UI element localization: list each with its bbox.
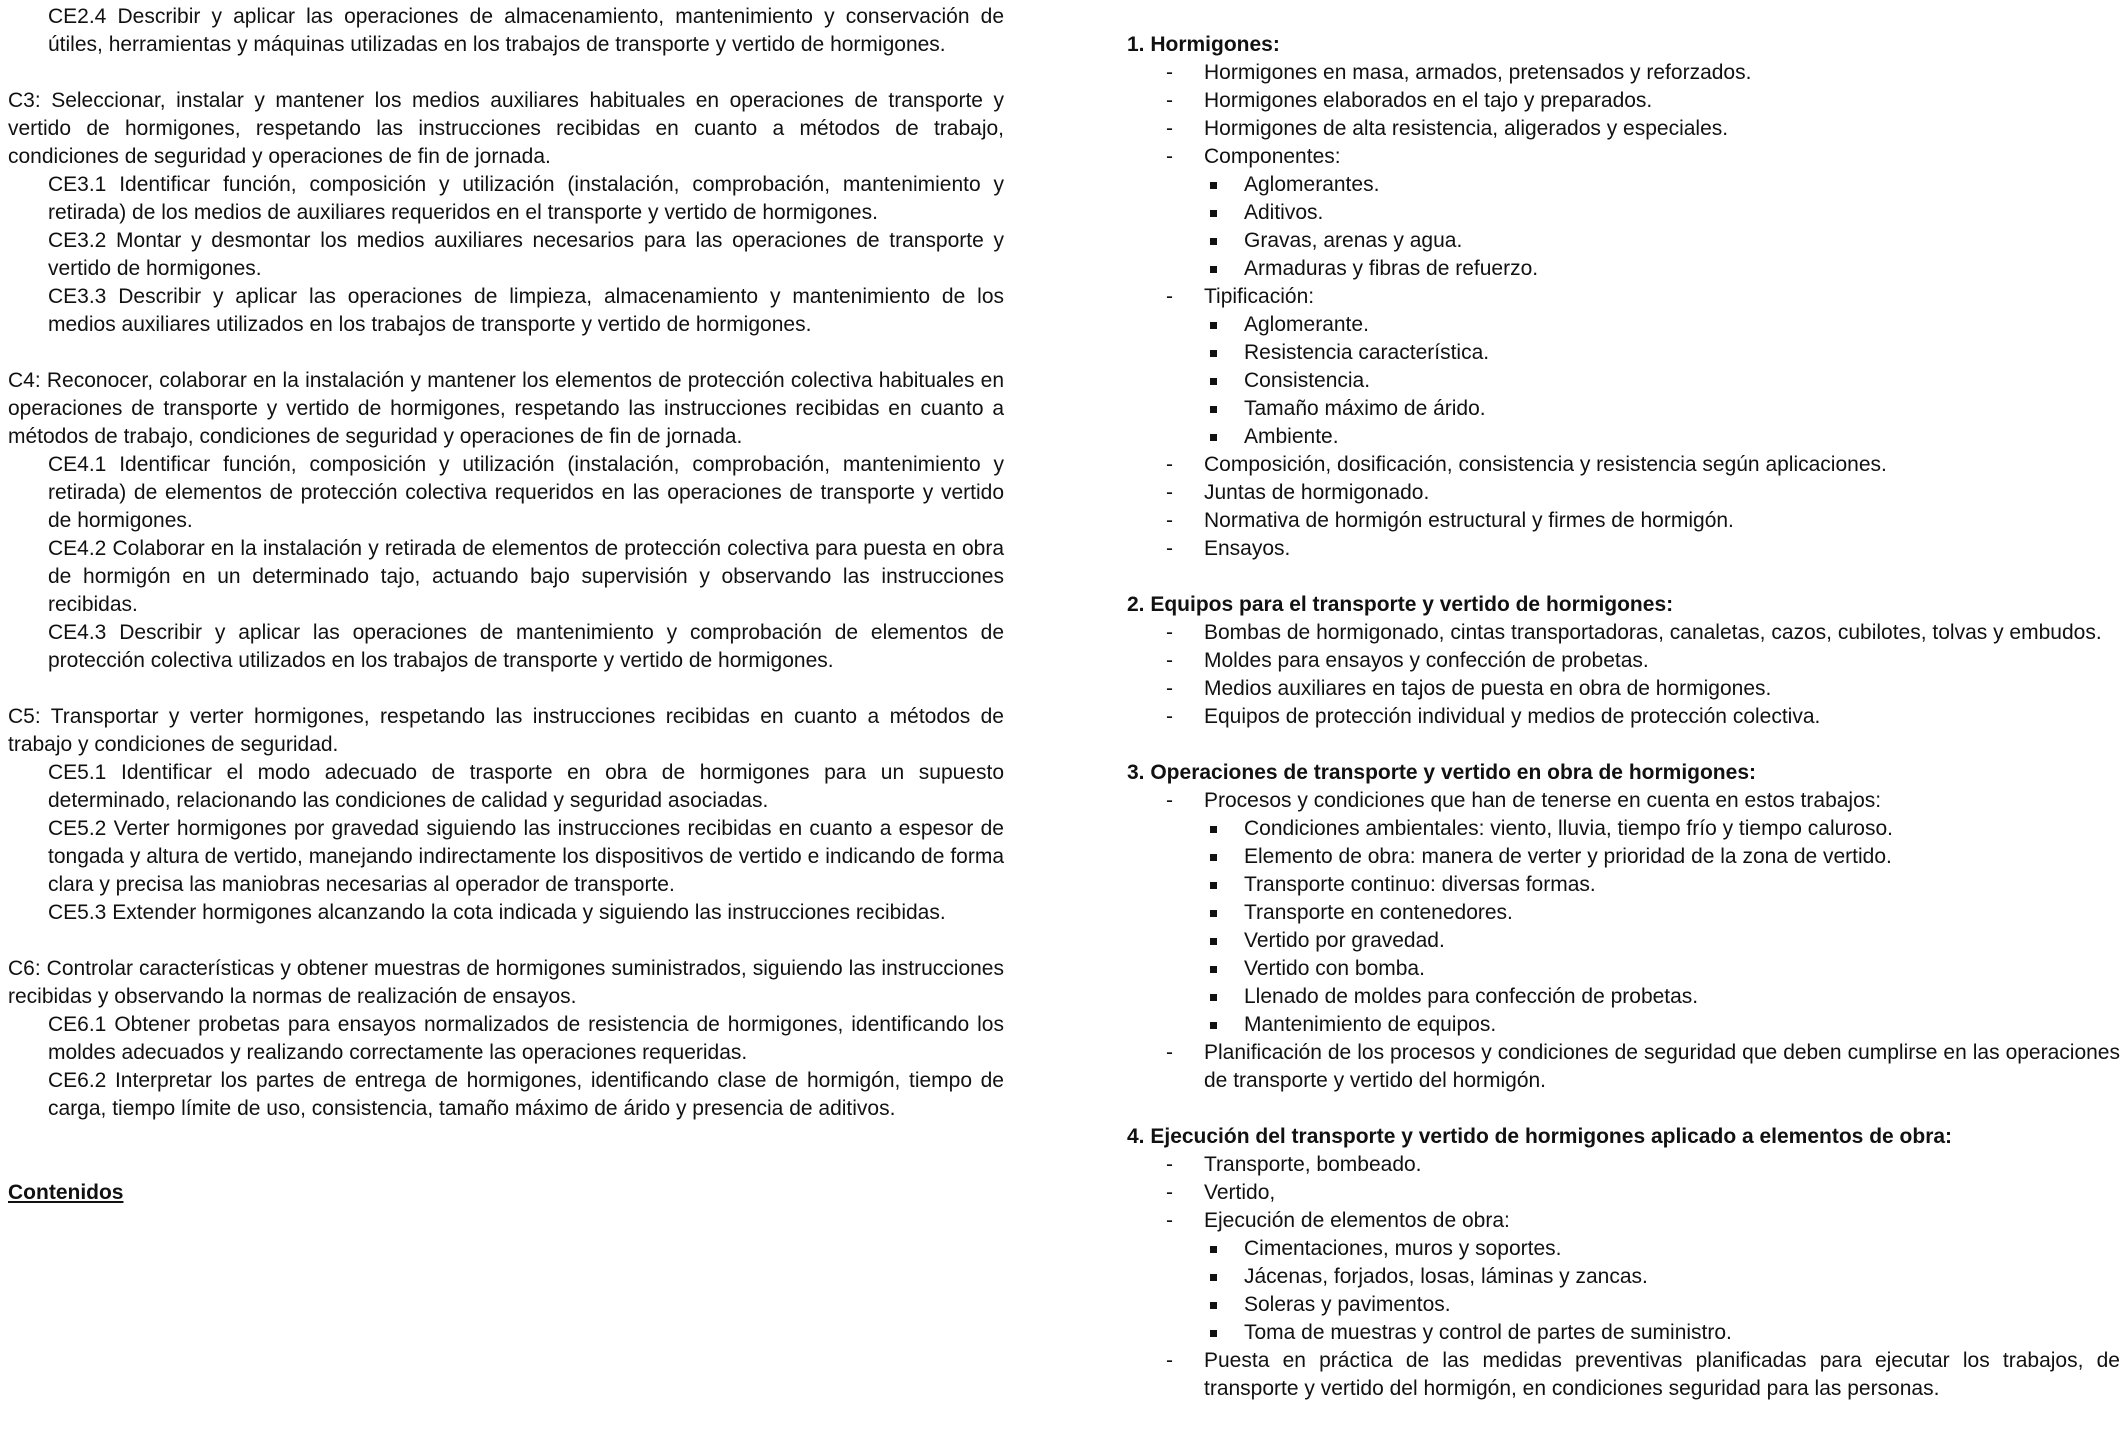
criterion-c5: C5: Transportar y verter hormigones, respetando las instrucciones recibidas en cuanto a métodos de trabajo y condiciones de seguridad.: [8, 705, 1004, 756]
criterion-c3: C3: Seleccionar, instalar y mantener los medios auxiliares habituales en operaciones de transporte y vertido de hormigones, respetando las instrucciones recibidas en cuanto a métodos de trabajo, condiciones de seguridad y operaciones de fin de jornada.: [8, 89, 1004, 168]
section-4-title: 4. Ejecución del transporte y vertido de hormigones aplicado a elementos de obra:: [1127, 1125, 1953, 1148]
sub-list-item: Llenado de moldes para confección de probetas.: [1204, 983, 2120, 1011]
list-item: - Procesos y condiciones que han de tenerse en cuenta en estos trabajos: Condiciones ambientales: viento, lluvia, tiempo frío y tiempo caluroso. Elemento de obra: manera de verter y prioridad de la zona de vertido. Transporte continuo: diversas formas. Transporte en contenedores. Vertido por gravedad. Vertido con bomba. Llenado de moldes para confección de probetas. Mantenimiento de equipos.: [1127, 787, 2120, 1039]
sub-list-item: Aglomerantes.: [1204, 171, 2120, 199]
section-2-title: 2. Equipos para el transporte y vertido de hormigones:: [1127, 593, 1674, 616]
criterion-ce6-1: CE6.1 Obtener probetas para ensayos normalizados de resistencia de hormigones, identificando los moldes adecuados y realizando correctamente las operaciones requeridas.: [48, 1013, 1004, 1064]
list-item: - Equipos de protección individual y medios de protección colectiva.: [1127, 703, 2120, 731]
right-column: [1127, 3, 2120, 1403]
sub-list-item: Gravas, arenas y agua.: [1204, 227, 2120, 255]
section-2-list: [1127, 619, 2120, 731]
criterion-ce2-4: CE2.4 Describir y aplicar las operaciones de almacenamiento, mantenimiento y conservación de útiles, herramientas y máquinas utilizadas en los trabajos de transporte y vertido de hormigones.: [48, 5, 1004, 56]
sub-list: [1204, 1235, 2120, 1347]
sub-list-item: Aditivos.: [1204, 199, 2120, 227]
list-item: - Planificación de los procesos y condiciones de seguridad que deben cumplirse en las operaciones de transporte y vertido del hormigón.: [1127, 1039, 2120, 1095]
criterion-ce3-3: CE3.3 Describir y aplicar las operaciones de limpieza, almacenamiento y mantenimiento de los medios auxiliares utilizados en los trabajos de transporte y vertido de hormigones.: [48, 285, 1004, 336]
criterion-ce6-2: CE6.2 Interpretar los partes de entrega de hormigones, identificando clase de hormigón, tiempo de carga, tiempo límite de uso, consistencia, tamaño máximo de árido y presencia de aditivos.: [48, 1069, 1004, 1120]
criterion-ce3-1: CE3.1 Identificar función, composición y utilización (instalación, comprobación, mantenimiento y retirada) de los medios de auxiliares requeridos en el transporte y vertido de hormigones.: [48, 173, 1004, 224]
sub-list-item: Mantenimiento de equipos.: [1204, 1011, 2120, 1039]
sub-list: [1204, 815, 2120, 1039]
list-item: - Tipificación: Aglomerante. Resistencia característica. Consistencia. Tamaño máximo de árido. Ambiente.: [1127, 283, 2120, 451]
sub-list-item: Vertido por gravedad.: [1204, 927, 2120, 955]
sub-list-item: Jácenas, forjados, losas, láminas y zancas.: [1204, 1263, 2120, 1291]
list-item: - Componentes: Aglomerantes. Aditivos. Gravas, arenas y agua. Armaduras y fibras de refuerzo.: [1127, 143, 2120, 283]
list-item: - Hormigones en masa, armados, pretensados y reforzados.: [1127, 59, 2120, 87]
sub-list-item: Cimentaciones, muros y soportes.: [1204, 1235, 2120, 1263]
criterion-ce3-2: CE3.2 Montar y desmontar los medios auxiliares necesarios para las operaciones de transporte y vertido de hormigones.: [48, 229, 1004, 280]
list-item: - Composición, dosificación, consistencia y resistencia según aplicaciones.: [1127, 451, 2120, 479]
criterion-ce5-2: CE5.2 Verter hormigones por gravedad siguiendo las instrucciones recibidas en cuanto a espesor de tongada y altura de vertido, manejando indirectamente los dispositivos de vertido e indicando de forma clara y precisa las maniobras necesarias al operador de transporte.: [48, 817, 1004, 896]
list-item: - Hormigones de alta resistencia, aligerados y especiales.: [1127, 115, 2120, 143]
list-item: - Normativa de hormigón estructural y firmes de hormigón.: [1127, 507, 2120, 535]
section-3-list: [1127, 787, 2120, 1095]
sub-list: [1204, 171, 2120, 283]
sub-list-item: Vertido con bomba.: [1204, 955, 2120, 983]
sub-list-item: Transporte en contenedores.: [1204, 899, 2120, 927]
criterion-ce5-3: CE5.3 Extender hormigones alcanzando la cota indicada y siguiendo las instrucciones recibidas.: [48, 901, 946, 924]
criterion-c6: C6: Controlar características y obtener muestras de hormigones suministrados, siguiendo las instrucciones recibidas y observando la normas de realización de ensayos.: [8, 957, 1004, 1008]
sub-list-item: Transporte continuo: diversas formas.: [1204, 871, 2120, 899]
sub-list-item: Aglomerante.: [1204, 311, 2120, 339]
list-item: - Moldes para ensayos y confección de probetas.: [1127, 647, 2120, 675]
sub-list-item: Toma de muestras y control de partes de suministro.: [1204, 1319, 2120, 1347]
list-item: - Bombas de hormigonado, cintas transportadoras, canaletas, cazos, cubilotes, tolvas y embudos.: [1127, 619, 2120, 647]
sub-list-item: Tamaño máximo de árido.: [1204, 395, 2120, 423]
criterion-c4: C4: Reconocer, colaborar en la instalación y mantener los elementos de protección colectiva habituales en operaciones de transporte y vertido de hormigones, respetando las instrucciones recibidas en cuanto a métodos de trabajo, condiciones de seguridad y operaciones de fin de jornada.: [8, 369, 1004, 448]
criterion-ce4-3: CE4.3 Describir y aplicar las operaciones de mantenimiento y comprobación de elementos de protección colectiva utilizados en los trabajos de transporte y vertido de hormigones.: [48, 621, 1004, 672]
list-item: - Ensayos.: [1127, 535, 2120, 563]
sub-list-item: Consistencia.: [1204, 367, 2120, 395]
sub-list-item: Soleras y pavimentos.: [1204, 1291, 2120, 1319]
sub-list-item: Elemento de obra: manera de verter y prioridad de la zona de vertido.: [1204, 843, 2120, 871]
contenidos-heading: Contenidos: [8, 1181, 124, 1204]
left-column: [8, 3, 1004, 1207]
list-item: - Transporte, bombeado.: [1127, 1151, 2120, 1179]
sub-list-item: Armaduras y fibras de refuerzo.: [1204, 255, 2120, 283]
criterion-ce5-1: CE5.1 Identificar el modo adecuado de trasporte en obra de hormigones para un supuesto determinado, relacionando las condiciones de calidad y seguridad asociadas.: [48, 761, 1004, 812]
list-item: - Medios auxiliares en tajos de puesta en obra de hormigones.: [1127, 675, 2120, 703]
list-item: - Ejecución de elementos de obra: Cimentaciones, muros y soportes. Jácenas, forjados, losas, láminas y zancas. Soleras y pavimentos. Toma de muestras y control de partes de suministro.: [1127, 1207, 2120, 1347]
section-4-list: [1127, 1151, 2120, 1403]
sub-list-item: Resistencia característica.: [1204, 339, 2120, 367]
section-1-list: [1127, 59, 2120, 563]
list-item: - Juntas de hormigonado.: [1127, 479, 2120, 507]
section-3-title: 3. Operaciones de transporte y vertido en obra de hormigones:: [1127, 761, 1756, 784]
list-item: - Vertido,: [1127, 1179, 2120, 1207]
list-item: - Puesta en práctica de las medidas preventivas planificadas para ejecutar los trabajos, de transporte y vertido del hormigón, en condiciones seguridad para las personas.: [1127, 1347, 2120, 1403]
criterion-ce4-1: CE4.1 Identificar función, composición y utilización (instalación, comprobación, mantenimiento y retirada) de elementos de protección colectiva requeridos en las operaciones de transporte y vertido de hormigones.: [48, 453, 1004, 532]
section-1-title: 1. Hormigones:: [1127, 33, 1280, 56]
sub-list-item: Condiciones ambientales: viento, lluvia, tiempo frío y tiempo caluroso.: [1204, 815, 2120, 843]
criterion-ce4-2: CE4.2 Colaborar en la instalación y retirada de elementos de protección colectiva para puesta en obra de hormigón en un determinado tajo, actuando bajo supervisión y observando las instrucciones recibidas.: [48, 537, 1004, 616]
sub-list-item: Ambiente.: [1204, 423, 2120, 451]
sub-list: [1204, 311, 2120, 451]
list-item: - Hormigones elaborados en el tajo y preparados.: [1127, 87, 2120, 115]
